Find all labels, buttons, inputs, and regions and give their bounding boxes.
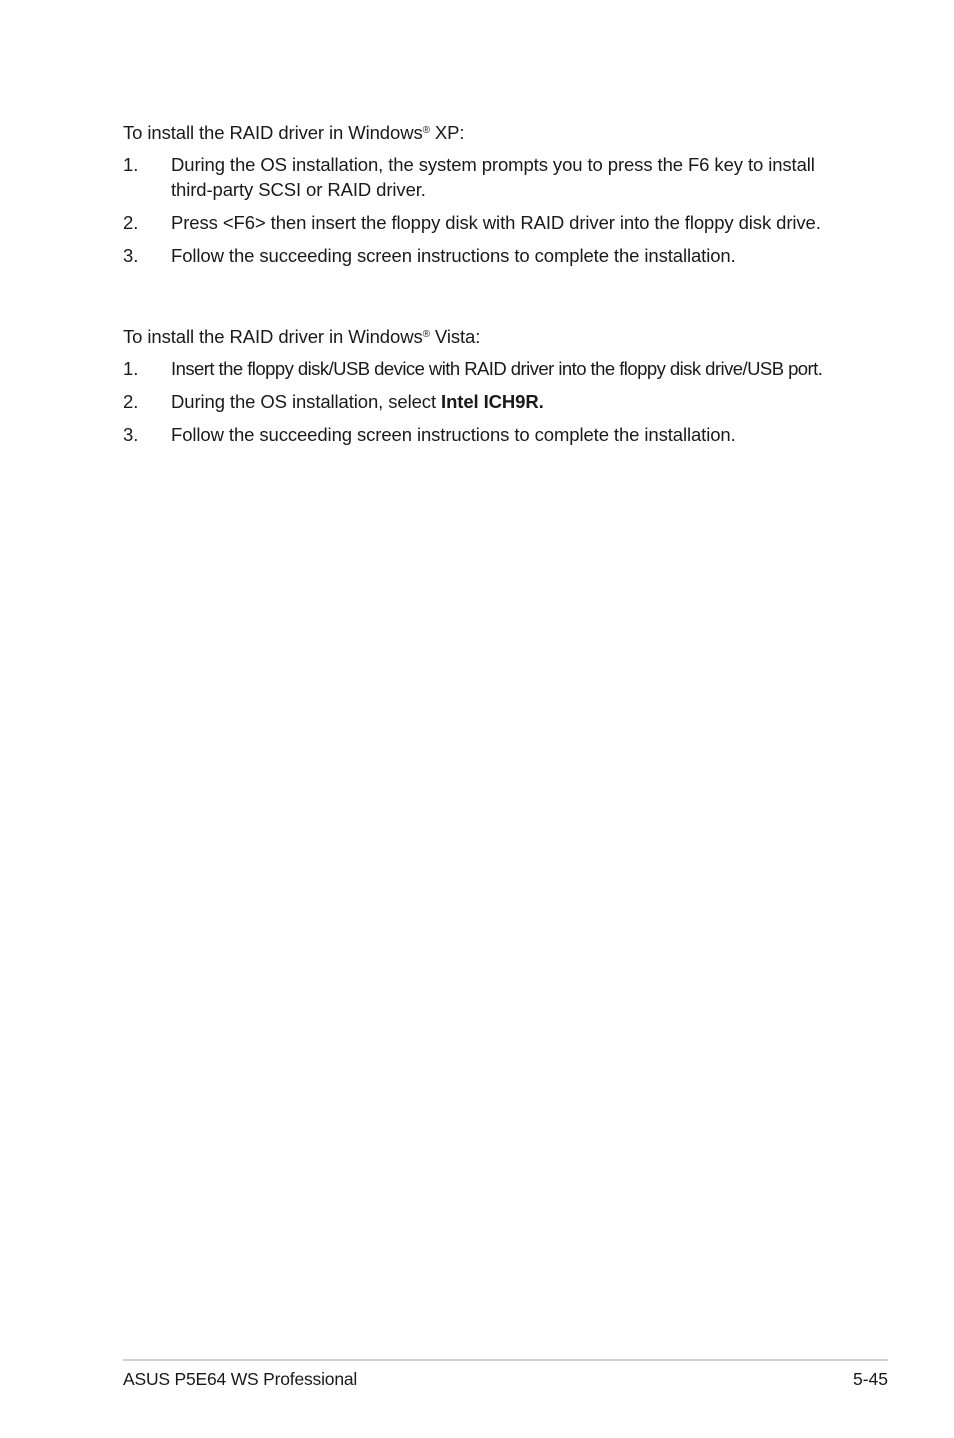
xp-step-2 [123,210,843,235]
xp-step-3 [123,243,843,268]
step-text: Insert the floppy disk/USB device with RAID driver into the floppy disk drive/USB port. [171,358,823,379]
vista-intro-prefix: To install the RAID driver in Windows [123,326,423,347]
vista-steps-list [123,356,843,447]
step-number: 3. [123,424,139,445]
chipset-option-label: Intel ICH9R. [441,391,544,412]
step-number: 1. [123,154,139,175]
registered-mark: ® [422,124,430,136]
xp-intro-suffix: XP: [429,122,465,143]
footer-product-name: ASUS P5E64 WS Professional [123,1369,358,1389]
vista-step-2 [123,389,843,414]
xp-step-1 [123,152,843,202]
vista-step-3 [123,422,843,447]
step-text: Press <F6> then insert the floppy disk with RAID driver into the floppy disk drive. [171,212,821,233]
footer-page-number: 5-45 [852,1369,888,1389]
xp-install-section [123,120,843,276]
vista-install-section [123,324,843,455]
xp-steps-list [123,152,843,268]
vista-intro-line [123,324,843,350]
vista-intro-suffix: Vista: [429,326,481,347]
xp-intro-prefix: To install the RAID driver in Windows [123,122,423,143]
step-number: 2. [123,212,139,233]
registered-mark: ® [422,328,430,340]
step-number: 3. [123,245,139,266]
step-text: During the OS installation, the system prompts you to press the F6 key to install third-party SCSI or RAID driver. [171,154,815,200]
step-number: 2. [123,391,139,412]
vista-step-1 [123,356,843,381]
footer-divider [123,1359,888,1361]
step-text: During the OS installation, select [171,391,442,412]
xp-intro-line [123,120,843,146]
step-text: Follow the succeeding screen instructions to complete the installation. [171,424,736,445]
step-text: Follow the succeeding screen instructions to complete the installation. [171,245,736,266]
step-number: 1. [123,358,139,379]
